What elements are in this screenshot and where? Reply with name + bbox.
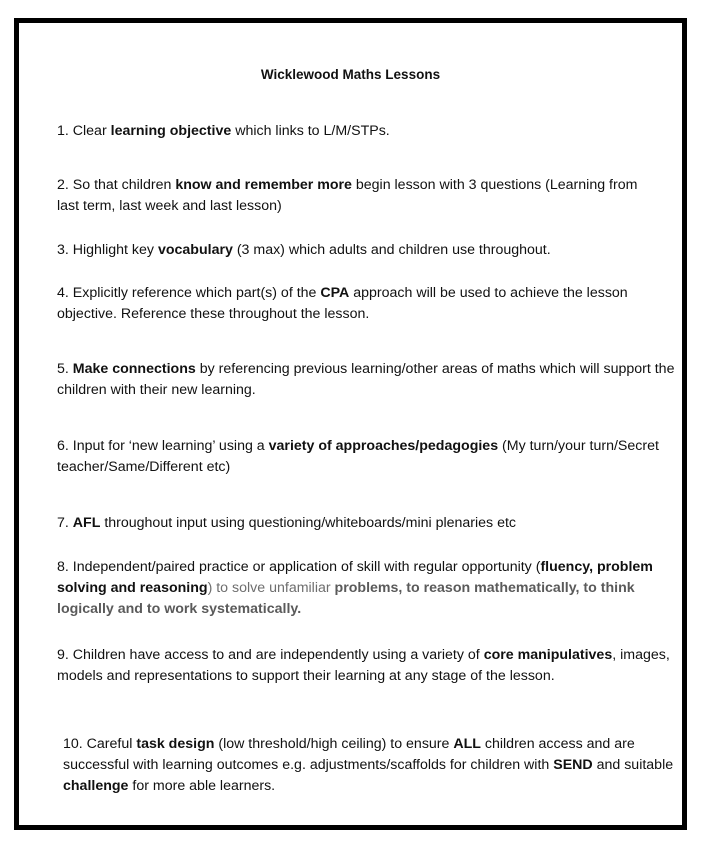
body-text: 5. bbox=[57, 361, 73, 377]
body-text: 10. Careful bbox=[63, 736, 137, 752]
body-text: solve unfamiliar bbox=[232, 580, 335, 596]
list-item bbox=[57, 645, 682, 687]
list-item bbox=[57, 175, 657, 217]
body-text: (My turn/your turn/Secret teacher/Same/Different etc) bbox=[57, 438, 659, 475]
body-text: for more able learners. bbox=[128, 778, 276, 794]
list-item bbox=[57, 513, 677, 534]
body-text: and suitable bbox=[592, 757, 674, 773]
body-text: 7. bbox=[57, 515, 73, 531]
emphasis-text: task design bbox=[136, 736, 215, 752]
body-text: 2. So that children bbox=[57, 177, 176, 193]
body-text: 1. Clear bbox=[57, 123, 111, 139]
list-item bbox=[57, 436, 687, 478]
body-text: which links to L/M/STPs. bbox=[231, 123, 390, 139]
document-frame bbox=[14, 18, 687, 830]
document-title: Wicklewood Maths Lessons bbox=[260, 67, 441, 82]
emphasis-text: CPA bbox=[320, 285, 350, 301]
body-text: approach will be used to achieve the lesson objective. Reference these throughout the lesson. bbox=[57, 285, 628, 322]
list-item bbox=[57, 359, 677, 401]
body-text: (low threshold/high ceiling) to ensure bbox=[214, 736, 454, 752]
body-text: by referencing previous learning/other areas of maths which will support the children with their new learning. bbox=[57, 361, 675, 398]
body-text: 6. Input for ‘new learning’ using a bbox=[57, 438, 269, 454]
body-text: (3 max) which adults and children use throughout. bbox=[232, 242, 551, 258]
list-item bbox=[57, 240, 677, 261]
emphasis-text: challenge bbox=[63, 778, 129, 794]
list-item bbox=[57, 557, 677, 620]
emphasis-text: problems, to reason mathematically, to think logically and to work systematically. bbox=[57, 580, 635, 617]
body-text: children access and are successful with learning outcomes e.g. adjustments/scaffolds for children with bbox=[63, 736, 635, 773]
emphasis-text: ALL bbox=[453, 736, 481, 752]
emphasis-text: fluency, problem solving and reasoning bbox=[57, 559, 653, 596]
list-item bbox=[57, 121, 657, 142]
body-text: 8. Independent/paired practice or application of skill with regular opportunity ( bbox=[57, 559, 541, 575]
body-text: throughout input using questioning/whiteboards/mini plenaries etc bbox=[100, 515, 517, 531]
emphasis-text: SEND bbox=[553, 757, 593, 773]
emphasis-text: variety of approaches/pedagogies bbox=[268, 438, 499, 454]
body-text: 4. Explicitly reference which part(s) of the bbox=[57, 285, 321, 301]
emphasis-text: AFL bbox=[72, 515, 101, 531]
list-item bbox=[63, 734, 683, 797]
body-text: , images, models and representations to support their learning at any stage of the lesson. bbox=[57, 647, 670, 684]
emphasis-text: core manipulatives bbox=[483, 647, 613, 663]
emphasis-text: vocabulary bbox=[157, 242, 233, 258]
emphasis-text: know and remember more bbox=[175, 177, 352, 193]
body-text: begin lesson with 3 questions (Learning from last term, last week and last lesson) bbox=[57, 177, 638, 214]
emphasis-text: learning objective bbox=[110, 123, 232, 139]
body-text: 3. Highlight key bbox=[57, 242, 158, 258]
list-item bbox=[57, 283, 682, 325]
body-text: ) to bbox=[207, 580, 233, 596]
emphasis-text: Make connections bbox=[72, 361, 196, 377]
body-text: 9. Children have access to and are independently using a variety of bbox=[57, 647, 484, 663]
